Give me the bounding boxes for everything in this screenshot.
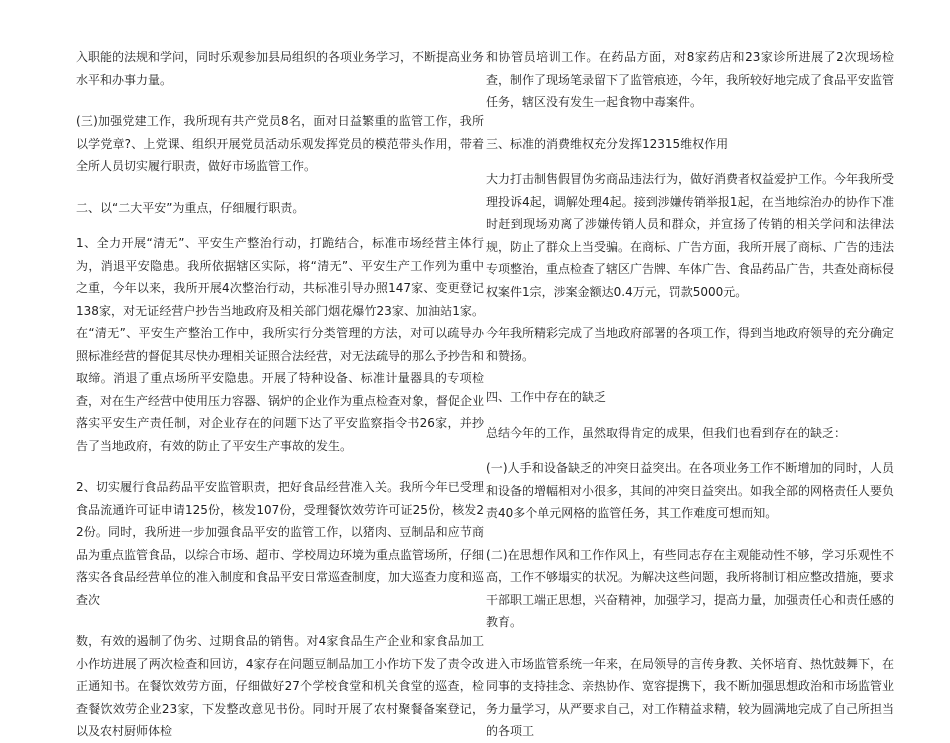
paragraph-left-1: 入职能的法规和学问，同时乐观参加县局组织的各项业务学习，不断提高业务水平和办事力量。 bbox=[76, 50, 485, 87]
left-column bbox=[76, 46, 484, 743]
paragraph-left-2: (三)加强党建工作，我所现有共产党员8名，面对日益繁重的监管工作，我所以学党章?、上党课、组织开展党员活动乐观发挥党员的模范带头作用，带着全所人员切实履行职责，做好市场监管工作。 bbox=[76, 114, 484, 173]
section-heading-3: 三、标准的消费维权充分发挥12315维权作用 bbox=[486, 136, 729, 151]
paragraph-left-5: 2、切实履行食品药品平安监管职责，把好食品经营准入关。我所今年已受理食品流通许可证申请125份，核发107份，受理餐饮效劳许可证25份，核发22份。同时，我所进一步加强食品平安的监管工作，以猪肉、豆制品和应节商品为重点监管食品，以综合市场、超市、学校周边环境为重点监管场所，仔细落实各食品经营单位的准入制度和食品平安日常巡查制度，加大巡查力度和巡查次 bbox=[76, 480, 485, 607]
paragraph-right-1: 和协管员培训工作。在药品方面，对8家药店和23家诊所进展了2次现场检查，制作了现场笔录留下了监管痕迹，今年，我所较好地完成了食品平安监管任务，辖区没有发生一起食物中毒案件。 bbox=[486, 50, 895, 109]
paragraph-right-8: (二)在思想作风和工作作风上，有些同志存在主观能动性不够，学习乐观性不高，工作不够塌实的状况。为解决这些问题，我所将制订相应整改措施，要求干部职工端正思想，兴奋精神，加强学习，提高力量，加强责任心和责任感的教育。 bbox=[486, 547, 895, 629]
section-heading-2: 二、以“二大平安”为重点，仔细履行职责。 bbox=[76, 200, 305, 215]
section-heading-4: 四、工作中存在的缺乏 bbox=[486, 390, 607, 404]
paragraph-right-7: (一)人手和设备缺乏的冲突日益突出。在各项业务工作不断增加的同时，人员和设备的增幅相对小很多，其间的冲突日益突出。如我全部的网格责任人要负责40多个单元网格的监管任务，其工作难度可想而知。 bbox=[486, 461, 895, 520]
paragraph-right-6: 总结今年的工作，虽然取得肯定的成果，但我们也看到存在的缺乏： bbox=[486, 425, 847, 440]
paragraph-left-6: 数，有效的遏制了伪劣、过期食品的销售。对4家食品生产企业和家食品加工小作坊进展了两次检查和回访，4家存在问题豆制品加工小作坊下发了责令改正通知书。在餐饮效劳方面，仔细做好27个学校食堂和机关食堂的巡查，检查餐饮效劳企业23家，下发整改意见书份。同时开展了农村聚餐备案登记，以及农村厨师体检 bbox=[76, 634, 484, 738]
paragraph-right-4: 今年我所精彩完成了当地政府部署的各项工作，得到当地政府领导的充分确定和赞扬。 bbox=[486, 326, 895, 363]
paragraph-right-9: 进入市场监管系统一年来，在局领导的言传身教、关怀培育、热忱鼓舞下，在同事的支持挂念、亲热协作、宽容提携下，我不断加强思想政治和市场监管业务力量学习，从严要求自己，对工作精益求精，较为圆满地完成了自己所担当的各项工 bbox=[486, 656, 895, 738]
paragraph-left-4: 1、全力开展“清无”、平安生产整治行动，打跪结合，标准市场经营主体行为，消退平安隐患。我所依据辖区实际，将“清无”、平安生产工作列为重中之重，今年以来，我所开展4次整治行动，共标准引导办照147家、变更登记138家，对无证经营户抄告当地政府及相关部门烟花爆竹23家、加油站1家。在“清无”、平安生产整治工作中，我所实行分类管理的方法，对可以疏导办照标准经营的督促其尽快办理相关证照合法经营，对无法疏导的那么予抄告和取缔。消退了重点场所平安隐患。开展了特种设备、标准计量器具的专项检查，对在生产经营中使用压力容器、锅炉的企业作为重点检查对象，督促企业落实平安生产责任制，对企业存在的问题下达了平安监察指令书26家，并抄告了当地政府，有效的防止了平安生产事故的发生。 bbox=[76, 236, 485, 453]
paragraph-right-3: 大力打击制售假冒伪劣商品违法行为，做好消费者权益爱护工作。今年我所受理投诉4起，调解处理4起。接到涉嫌传销举报1起，在当地综治办的协作下准时赶到现场劝离了涉嫌传销人员和群众，并宣扬了传销的相关学问和法律法规，防止了群众上当受骗。在商标、广告方面，我所开展了商标、广告的违法专项整治，重点检查了辖区广告牌、车体广告、食品药品广告，共查处商标侵权案件1宗，涉案金额达0.4万元，罚款5000元。 bbox=[486, 172, 895, 299]
right-column bbox=[486, 46, 894, 743]
